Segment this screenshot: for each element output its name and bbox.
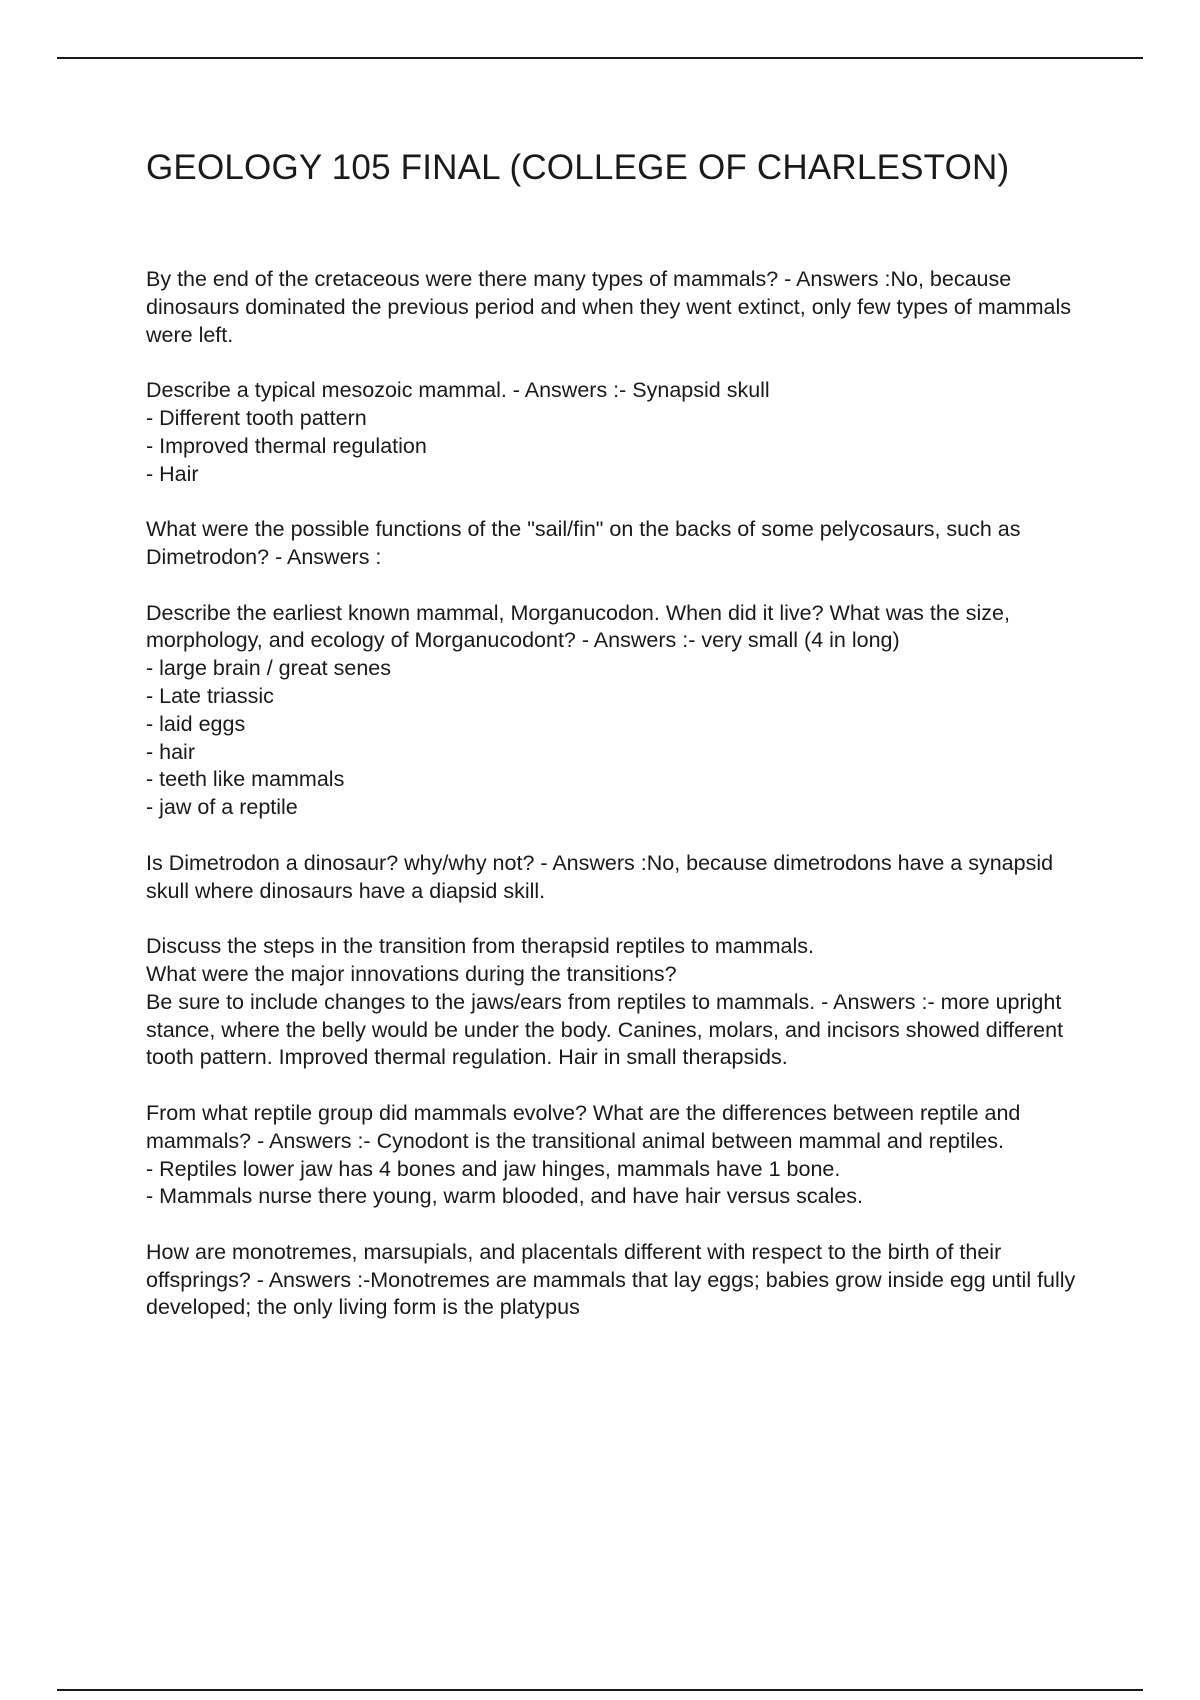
qa-item: [146, 516, 1086, 572]
qa-item: [146, 933, 1086, 1072]
qa-list: [146, 266, 1086, 1322]
qa-line: What were the major innovations during the transitions?: [146, 961, 677, 986]
qa-item: [146, 850, 1086, 906]
document-title: GEOLOGY 105 FINAL (COLLEGE OF CHARLESTON): [146, 148, 1010, 187]
document-body: [146, 140, 1086, 1350]
qa-line: - Hair: [146, 461, 199, 486]
qa-line: Is Dimetrodon a dinosaur? why/why not? - Answers :No, because dimetrodons have a synapsid skull where dinosaurs have a diapsid skill.: [146, 850, 1054, 903]
qa-item: [146, 1239, 1086, 1322]
qa-line: - hair: [146, 739, 195, 764]
qa-line: Discuss the steps in the transition from therapsid reptiles to mammals.: [146, 934, 814, 959]
qa-line: - Different tooth pattern: [146, 405, 367, 430]
qa-item: [146, 377, 1086, 488]
qa-line: - laid eggs: [146, 711, 246, 736]
qa-line: What were the possible functions of the "sail/fin" on the backs of some pelycosaurs, such as Dimetrodon? - Answers :: [146, 517, 1021, 569]
qa-line: Describe a typical mesozoic mammal. - Answers :- Synapsid skull: [146, 378, 770, 403]
qa-line: From what reptile group did mammals evolve? What are the differences between reptile and mammals? - Answers :- Cynodont is the transitional animal between mammal and reptiles.: [146, 1100, 1021, 1153]
top-rule: [57, 57, 1143, 59]
bottom-rule: [57, 1689, 1143, 1691]
qa-item: [146, 266, 1086, 349]
qa-line: - large brain / great senes: [146, 656, 391, 681]
qa-line: - Improved thermal regulation: [146, 433, 427, 458]
qa-line: How are monotremes, marsupials, and placentals different with respect to the birth of their offsprings? - Answers :-Monotremes are mammals that lay eggs; babies grow inside egg until fully developed; the only living form is the platypus: [146, 1239, 1076, 1320]
qa-line: - Mammals nurse there young, warm blooded, and have hair versus scales.: [146, 1184, 864, 1209]
qa-line: - teeth like mammals: [146, 767, 345, 792]
qa-line: By the end of the cretaceous were there many types of mammals? - Answers :No, because dinosaurs dominated the previous period and when they went extinct, only few types of mammals were left.: [146, 267, 1071, 347]
qa-line: - jaw of a reptile: [146, 795, 298, 820]
qa-line: - Reptiles lower jaw has 4 bones and jaw hinges, mammals have 1 bone.: [146, 1156, 841, 1181]
qa-item: [146, 600, 1086, 822]
qa-line: Describe the earliest known mammal, Morganucodon. When did it live? What was the size, morphology, and ecology of Morganucodont? - Answers :- very small (4 in long): [146, 600, 1010, 653]
qa-item: [146, 1100, 1086, 1211]
qa-line: Be sure to include changes to the jaws/ears from reptiles to mammals. - Answers :- more upright stance, where the belly would be under the body. Canines, molars, and incisors showed different tooth pattern. Improved thermal regulation. Hair in small therapsids.: [146, 989, 1064, 1070]
qa-line: - Late triassic: [146, 683, 274, 708]
